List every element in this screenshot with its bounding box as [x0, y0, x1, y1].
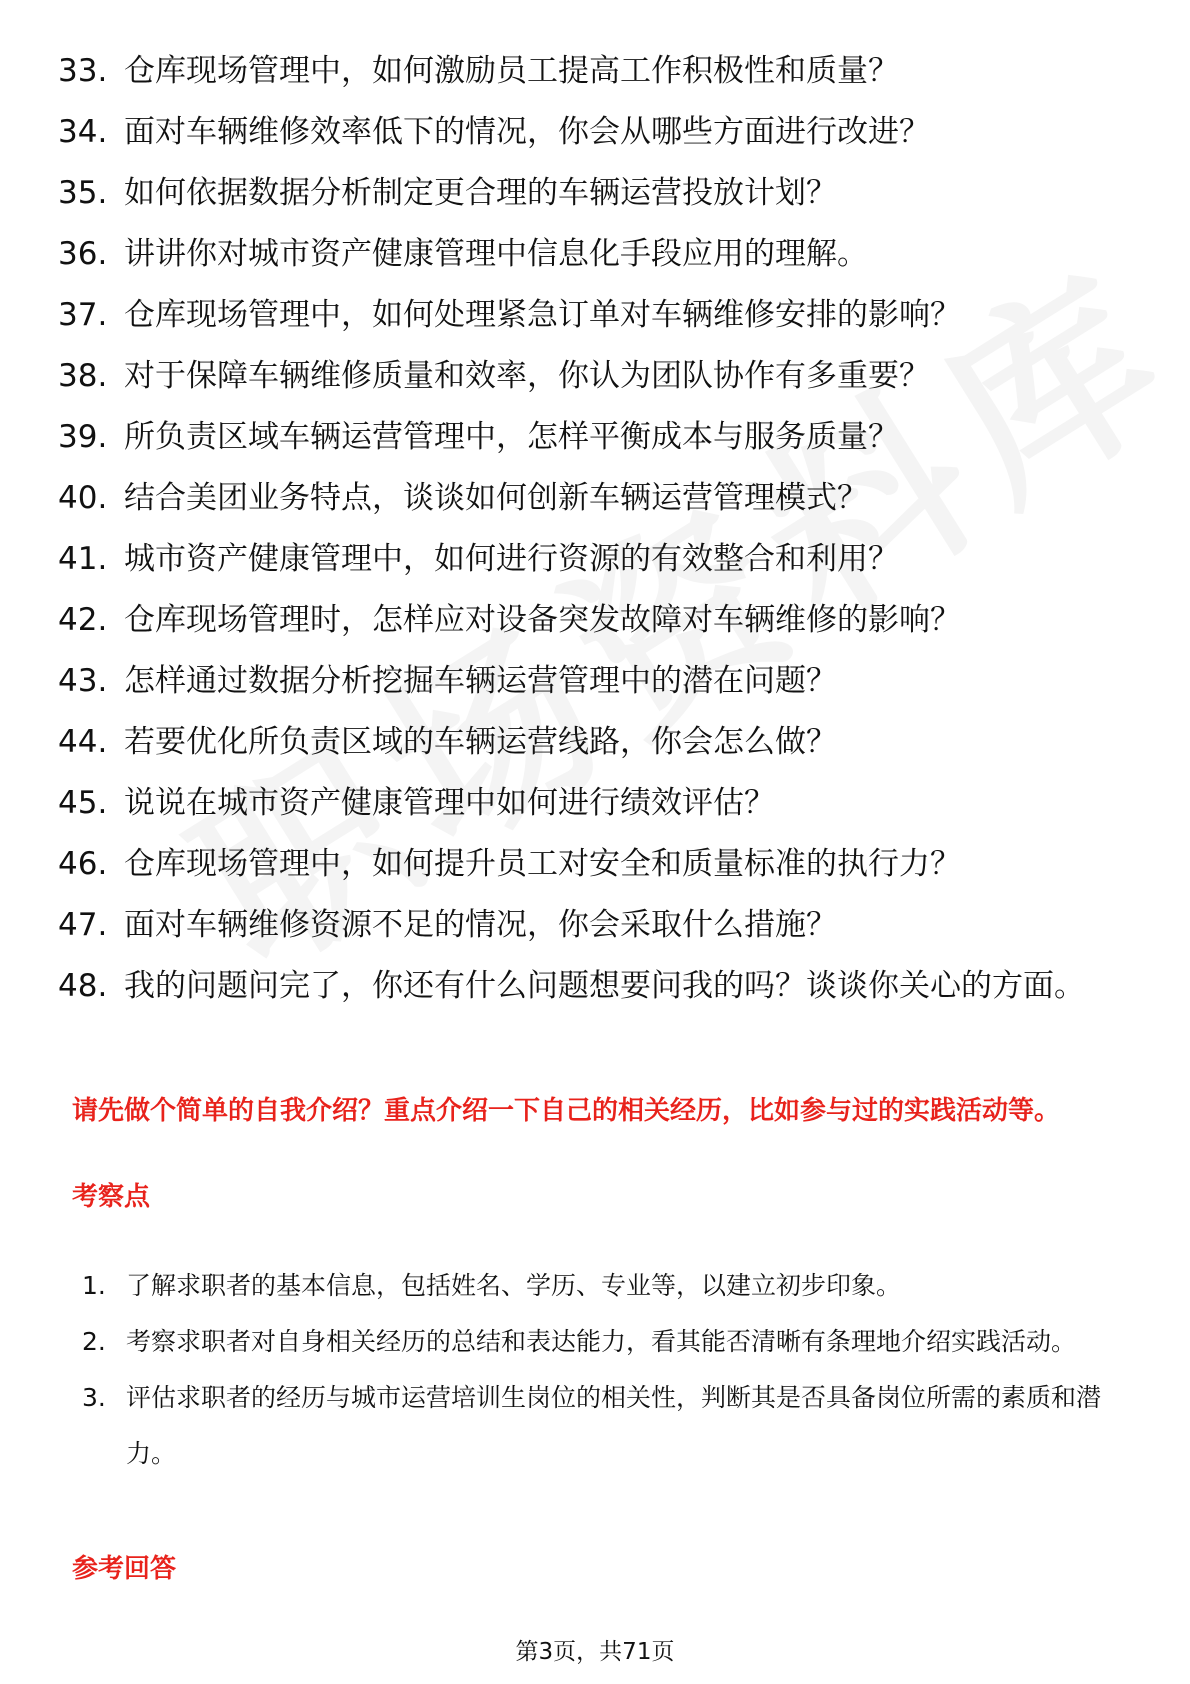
question-number: 42. [58, 602, 108, 638]
question-number: 41. [58, 541, 108, 577]
question-list [58, 50, 1118, 1026]
question-item [58, 355, 1118, 397]
question-number: 45. [58, 785, 108, 821]
question-item [58, 172, 1118, 214]
question-item [58, 233, 1118, 275]
point-text: 了解求职者的基本信息，包括姓名、学历、专业等，以建立初步印象。 [126, 1271, 902, 1300]
question-item [58, 782, 1118, 824]
focus-point [82, 1370, 1118, 1482]
question-text: 说说在城市资产健康管理中如何进行绩效评估？ [124, 785, 775, 821]
question-number: 46. [58, 846, 108, 882]
point-text: 考察求职者对自身相关经历的总结和表达能力，看其能否清晰有条理地介绍实践活动。 [126, 1327, 1077, 1356]
question-text: 仓库现场管理中，如何激励员工提高工作积极性和质量？ [124, 53, 899, 89]
question-text: 所负责区域车辆运营管理中，怎样平衡成本与服务质量？ [124, 419, 899, 455]
question-item [58, 843, 1118, 885]
question-text: 如何依据数据分析制定更合理的车辆运营投放计划？ [124, 175, 837, 211]
question-item [58, 538, 1118, 580]
question-text: 若要优化所负责区域的车辆运营线路，你会怎么做？ [124, 724, 837, 760]
question-number: 38. [58, 358, 108, 394]
focus-point [82, 1314, 1118, 1370]
question-number: 39. [58, 419, 108, 455]
question-text: 仓库现场管理中，如何处理紧急订单对车辆维修安排的影响？ [124, 297, 961, 333]
question-text: 城市资产健康管理中，如何进行资源的有效整合和利用？ [124, 541, 899, 577]
focus-points-list [82, 1258, 1118, 1482]
question-number: 34. [58, 114, 108, 150]
question-item [58, 294, 1118, 336]
question-number: 37. [58, 297, 108, 333]
question-text: 怎样通过数据分析挖掘车辆运营管理中的潜在问题？ [124, 663, 837, 699]
question-item [58, 111, 1118, 153]
question-number: 36. [58, 236, 108, 272]
question-number: 48. [58, 968, 108, 1004]
question-item [58, 721, 1118, 763]
question-text: 讲讲你对城市资产健康管理中信息化手段应用的理解。 [124, 236, 868, 272]
question-text: 仓库现场管理中，如何提升员工对安全和质量标准的执行力？ [124, 846, 961, 882]
focus-heading: 考察点 [72, 1182, 151, 1212]
question-number: 43. [58, 663, 108, 699]
answer-heading: 参考回答 [72, 1554, 177, 1584]
point-number: 2. [82, 1327, 106, 1356]
question-item [58, 660, 1118, 702]
point-number: 1. [82, 1271, 106, 1300]
page-number: 第3页，共71页 [515, 1639, 675, 1665]
question-text: 面对车辆维修效率低下的情况，你会从哪些方面进行改进？ [124, 114, 930, 150]
question-text: 仓库现场管理时，怎样应对设备突发故障对车辆维修的影响？ [124, 602, 961, 638]
question-number: 35. [58, 175, 108, 211]
question-item [58, 965, 1118, 1007]
question-text: 面对车辆维修资源不足的情况，你会采取什么措施？ [124, 907, 837, 943]
question-number: 47. [58, 907, 108, 943]
question-number: 33. [58, 53, 108, 89]
question-item [58, 416, 1118, 458]
point-text: 评估求职者的经历与城市运营培训生岗位的相关性，判断其是否具备岗位所需的素质和潜力。 [126, 1383, 1102, 1468]
question-text: 对于保障车辆维修质量和效率，你认为团队协作有多重要？ [124, 358, 930, 394]
question-number: 40. [58, 480, 108, 516]
focus-point [82, 1258, 1118, 1314]
question-item [58, 50, 1118, 92]
question-item [58, 477, 1118, 519]
section-title: 请先做个简单的自我介绍？重点介绍一下自己的相关经历，比如参与过的实践活动等。 [72, 1096, 1061, 1126]
question-item [58, 599, 1118, 641]
point-number: 3. [82, 1383, 106, 1412]
question-number: 44. [58, 724, 108, 760]
question-text: 结合美团业务特点，谈谈如何创新车辆运营管理模式？ [124, 480, 868, 516]
question-text: 我的问题问完了，你还有什么问题想要问我的吗？谈谈你关心的方面。 [124, 968, 1085, 1004]
question-item [58, 904, 1118, 946]
